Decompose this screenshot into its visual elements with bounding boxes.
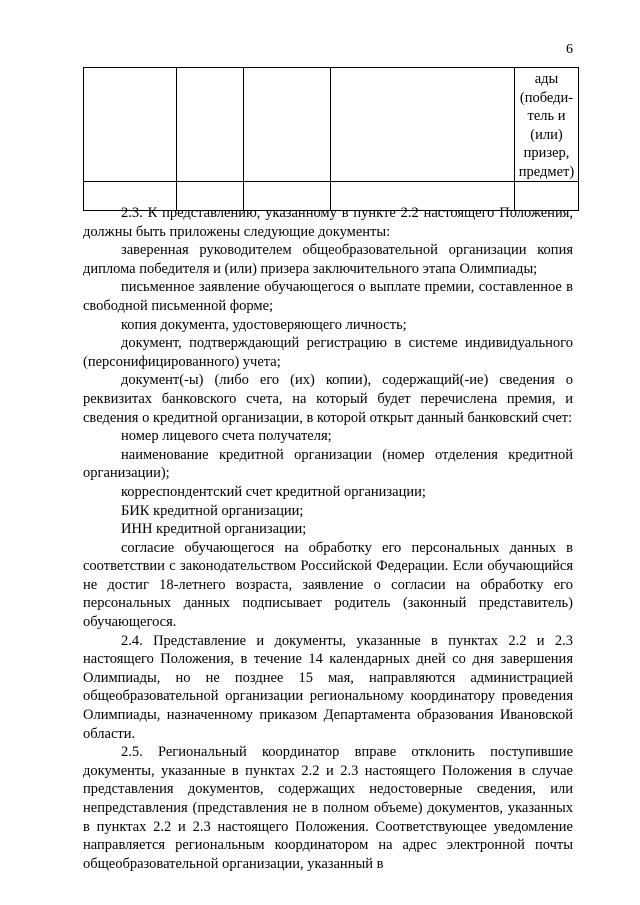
paragraph: заверенная руководителем общеобразовательной организации копия диплома победителя и (или) призера заключительного этапа Олимпиады; <box>83 242 573 277</box>
paragraph: наименование кредитной организации (номер отделения кредитной организации); <box>83 446 573 482</box>
cell-line: тель и <box>527 108 566 124</box>
table-cell <box>244 68 331 182</box>
paragraph: БИК кредитной организации; <box>121 502 304 519</box>
table-row <box>84 68 579 182</box>
cell-line: призер, <box>523 145 570 161</box>
table-cell <box>84 68 177 182</box>
page-number: 6 <box>566 42 573 57</box>
paragraph: 2.5. Региональный координатор вправе отклонить поступившие документы, указанные в пунктах 2.2 и 2.3 настоящего Положения в случае представления документов, содержащих недостоверные сведения, или непредставления (представления не в полном объеме) документов, указанных в пунктах 2.2 и 2.3 настоящего Положения. Соответствующее уведомление направляется региональным координатором на адрес электронной почты общеобразовательной организации, указанный в <box>83 744 573 872</box>
criteria-table <box>83 67 579 211</box>
paragraph: номер лицевого счета получателя; <box>121 428 332 445</box>
cell-line: (или) <box>530 126 563 143</box>
paragraph: документ(-ы) (либо его (их) копии), содержащий(-ие) сведения о реквизитах банковского счета, на который будет перечислена премия, и сведения о кредитной организации, в которой открыт данный банковский счет: <box>83 372 573 426</box>
document-body <box>83 204 573 873</box>
cell-line: ады <box>534 71 559 87</box>
cell-line: (победи- <box>519 89 574 106</box>
paragraph: согласие обучающегося на обработку его персональных данных в соответствии с законодательством Российской Федерации. Если обучающийся не достиг 18-летнего возраста, заявление о согласии на обработку его персональных данных подписывает родитель (законный представитель) обучающегося. <box>83 539 573 631</box>
paragraph: 2.3. К представлению, указанному в пункте 2.2 настоящего Положения, должны быть приложены следующие документы: <box>83 205 573 240</box>
paragraph: ИНН кредитной организации; <box>121 521 307 538</box>
paragraph: копия документа, удостоверяющего личность; <box>121 316 407 333</box>
paragraph: корреспондентский счет кредитной организации; <box>121 483 426 500</box>
paragraph: письменное заявление обучающегося о выплате премии, составленное в свободной письменной форме; <box>83 279 573 314</box>
table-cell <box>331 68 515 182</box>
cell-line: предмет) <box>518 163 575 180</box>
table-cell-status <box>515 68 579 182</box>
paragraph: документ, подтверждающий регистрацию в системе индивидуального (персонифицированного) учета; <box>83 335 573 370</box>
table-cell <box>177 68 244 182</box>
paragraph: 2.4. Представление и документы, указанные в пунктах 2.2 и 2.3 настоящего Положения, в течение 14 календарных дней со дня завершения Олимпиады, но не позднее 15 мая, направляются администрацией общеобразовательной организации региональному координатору проведения Олимпиады, назначенному приказом Департамента образования Ивановской области. <box>83 632 573 742</box>
